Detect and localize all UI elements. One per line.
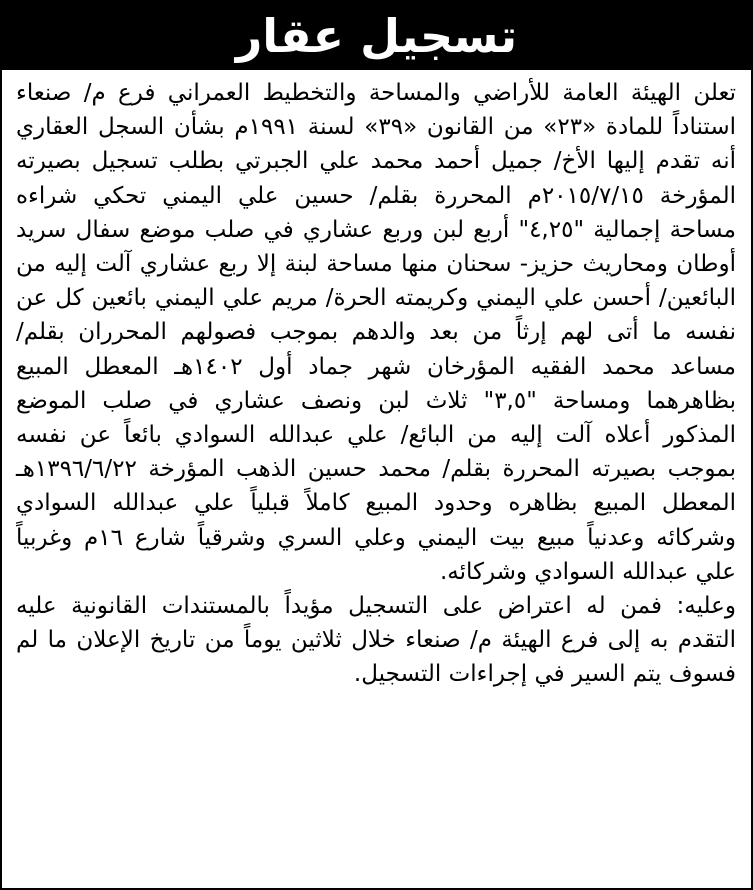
- notice-paragraph-objection: وعليه: فمن له اعتراض على التسجيل مؤيداً بالمستندات القانونية عليه التقدم به إلى فرع الهيئة م/ صنعاء خلال ثلاثين يوماً من تاريخ الإعلان ما لم فسوف يتم السير في إجراءات التسجيل.: [16, 593, 736, 688]
- notice-paragraph-main: تعلن الهيئة العامة للأراضي والمساحة والتخطيط العمراني فرع م/ صنعاء استناداً للمادة «٢٣» من القانون «٣٩» لسنة ١٩٩١م بشأن السجل العقاري أنه تقدم إليها الأخ/ جميل أحمد محمد علي الجبرتي بطلب تسجيل بصيرته المؤرخة ٢٠١٥/٧/١٥م المحررة بقلم/ حسين علي اليمني تحكي شراءه مساحة إجمالية "٤,٢٥" أربع لبن وربع عشاري في صلب موضع سفال سريد أوطان ومحاريث حزيز- سحنان منها مساحة لبنة إلا ربع عشاري آلت إليه من البائعين/ أحسن علي اليمني وكريمته الحرة/ مريم علي اليمني بائعين كل عن نفسه ما أتى لهم إرثاً من بعد والدهم بموجب فصولهم المحرران بقلم/ مساعد محمد الفقيه المؤرخان شهر جماد أول ١٤٠٢هـ المعطل المبيع بظاهرهما ومساحة "٣,٥" ثلاث لبن ونصف عشاري في صلب الموضع المذكور أعلاه آلت إليه من البائع/ علي عبدالله السوادي بائعاً عن نفسه بموجب بصيرته المحررة بقلم/ محمد حسين الذهب المؤرخة ١٣٩٦/٦/٢٢هـ المعطل المبيع بظاهره وحدود المبيع كاملاً قبلياً علي عبدالله السوادي وشركائه وعدنياً مبيع بيت اليمني وعلي السري وشرقياً شارع ١٦م وغربياً علي عبدالله السوادي وشركائه.: [16, 80, 737, 585]
- title-banner: [2, 2, 751, 70]
- notice-body: [16, 76, 736, 692]
- notice-title: تسجيل عقار: [235, 9, 518, 63]
